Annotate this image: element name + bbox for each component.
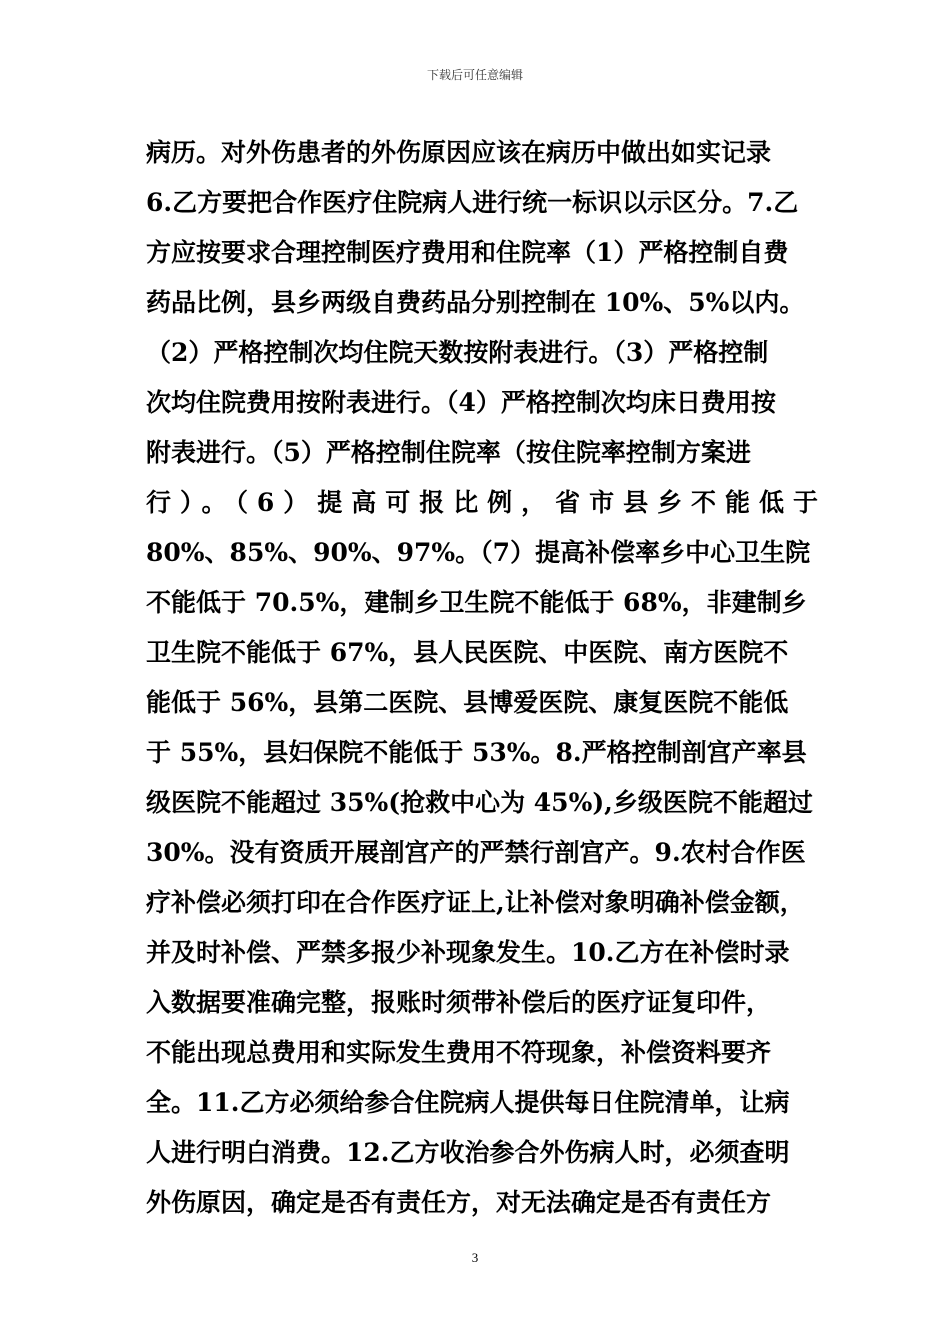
body-line-20: 全。11.乙方必须给参合住院病人提供每日住院清单，让病 [146,1088,790,1117]
body-line-19: 不能出现总费用和实际发生费用不符现象，补偿资料要齐 [146,1038,772,1067]
page-header: 下载后可任意编辑 [426,68,523,82]
body-line-17: 并及时补偿、严禁多报少补现象发生。10.乙方在补偿时录 [146,938,790,967]
page-number: 3 [471,1250,479,1265]
body-line-18: 入数据要准确完整，报账时须带补偿后的医疗证复印件， [146,988,772,1017]
body-line-16: 疗补偿必须打印在合作医疗证上,让补偿对象明确补偿金额， [146,888,805,917]
body-line-1: 病历。对外伤患者的外伤原因应该在病历中做出如实记录 [146,138,772,167]
body-line-9: 80%、85%、90%、97%。（7）提高补偿率乡中心卫生院 [146,538,811,567]
body-line-2: 6.乙方要把合作医疗住院病人进行统一标识以示区分。7.乙 [146,188,799,217]
body-line-8: 行）。（6）提高可报比例，省市县乡不能低于 [146,488,818,517]
body-line-22: 外伤原因，确定是否有责任方，对无法确定是否有责任方 [146,1188,772,1217]
body-line-13: 于 55%，县妇保院不能低于 53%。8.严格控制剖宫产率县 [146,738,807,767]
body-line-15: 30%。没有资质开展剖宫产的严禁行剖宫产。9.农村合作医 [146,838,806,867]
body-line-3: 方应按要求合理控制医疗费用和住院率（1）严格控制自费 [146,238,789,267]
document-body [146,128,818,1228]
body-line-11: 卫生院不能低于 67%，县人民医院、中医院、南方医院不 [146,638,789,667]
body-line-6: 次均住院费用按附表进行。（4）严格控制次均床日费用按 [146,388,776,417]
body-line-5: （2）严格控制次均住院天数按附表进行。（3）严格控制 [146,338,769,367]
body-line-7: 附表进行。（5）严格控制住院率（按住院率控制方案进 [146,438,751,467]
body-line-12: 能低于 56%，县第二医院、县博爱医院、康复医院不能低 [146,688,789,717]
body-line-10: 不能低于 70.5%，建制乡卫生院不能低于 68%，非建制乡 [146,588,807,617]
body-line-4: 药品比例，县乡两级自费药品分别控制在 10%、5%以内。 [146,288,805,317]
body-line-14: 级医院不能超过 35%(抢救中心为 45%),乡级医院不能超过 [146,788,813,817]
body-line-21: 人进行明白消费。12.乙方收治参合外伤病人时，必须查明 [146,1138,790,1167]
